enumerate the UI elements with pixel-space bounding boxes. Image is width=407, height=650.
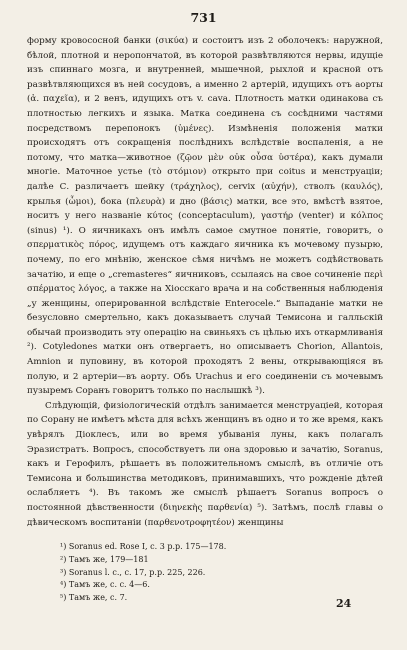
footnote-2: ²) Тамъ же, 179—181 — [60, 554, 149, 564]
page-number: 731 — [190, 10, 217, 25]
paragraph-1: форму кровососной банки (σικύα) и состоитъ изъ 2 оболочекъ: наружной, бѣлой, плотной и неропончатой, въ которой развѣтвляются нервы, идущіе изъ спиннаго мозга, и внутренней, мышечной, рыхлой и красной отъ развѣтвляющихся въ ней сосудовъ, а именно 2 артерій, идущихъ отъ аорты (ἀ. παχεῖα), и 2 венъ, идущихъ отъ v. cava. Плотность матки одинакова съ плотностью легкихъ и языка. Матка соединена съ сосѣдними частями посредствомъ перепонокъ (ὑμένες). Измѣненія положенія матки происходятъ отъ сокращенія послѣднихъ вслѣдствіе воспаленія, а не потому, что матка—животное (ζῷον μὲν οὐκ οὖσα ὑστέρα), какъ думали многіе. Маточное устье (τὸ στόμιον) открыто при coitus и менструаціи; далѣе С. различаетъ шейку (τράχηλος), cervix (αὐχήν), стволъ (καυλός), крылья (ὦμοι), бока (πλευρὰ) и дно (βάσις) матки, все это, вмѣстѣ взятое, носитъ у него названіе κύτος (conceptaculum), γαστήρ (venter) и κόλπος (sinus) ¹). О яичникахъ онъ имѣлъ самое смутное понятіе, говоритъ, о σπερματικὸς πόρος, идущемъ отъ каждаго яичника къ мочевому пузырю, почему, по его мнѣнію, женское сѣмя ничѣмъ не можетъ содѣйствовать зачатію, и еще о „cremasteres“ яичниковъ, ссылаясь на свое сочиненіе περὶ σπέρματος λόγος, а также на Хіосскаго врача и на собственныя наблюденія „у женщины, оперированной вслѣдствіе Enterocele.“ Выпаданіе матки не безусловно смертельно, какъ доказываетъ случай Темисона и галльскій обычай производить эту операцію на свиньяхъ съ цѣлью ихъ откармливанія ²). Cotyledones матки онъ отвергаетъ, но описываетъ Chorion, Allantois, Amnion и пуповину, въ которой проходятъ 2 вены, открывающіяся въ полую, и 2 артеріи—въ аорту. Объ Urachus и его соединеніи съ мочевымъ пузыремъ Соранъ говоритъ только по наслышкѣ ³). — [27, 36, 383, 397]
footnote-4: ⁴) Тамъ же, с. с. 4—6. — [60, 580, 150, 590]
footnote-3: ³) Soranus l. c., c. 17, р.р. 225, 226. — [60, 567, 206, 577]
footnote-1: ¹) Soranus ed. Rose I, c. 3 р.р. 175—178. — [60, 542, 227, 551]
signature-mark: 24 — [336, 597, 352, 610]
body-text — [27, 34, 383, 530]
paragraph-2: Слѣдующій, физіологическій отдѣлъ занимается менструаціей, которая по Сорану не имѣетъ мѣста для всѣхъ женщинъ въ одно и то же время, какъ увѣрялъ Діоклесъ, или во время убыванія луны, какъ полагалъ Эразистратъ. Вопросъ, способствуетъ ли она здоровью и зачатію, Soranus, какъ и Герофилъ, рѣшаетъ въ положительномъ смыслѣ, въ отличіе отъ Темисона и большинства методиковъ, принимавшихъ, что рожденіе дѣтей ослабляетъ ⁴). Въ такомъ же смыслѣ рѣшаетъ Soranus вопросъ о постоянной дѣвственности (διηνεκὴς παρθενία) ⁵). Затѣмъ, послѣ главы о дѣвическомъ воспитаніи (παρθενοτροφητέον) женщины — [27, 400, 383, 528]
footnote-5: ⁵) Тамъ же, с. 7. — [60, 593, 128, 603]
footnotes — [27, 541, 383, 605]
